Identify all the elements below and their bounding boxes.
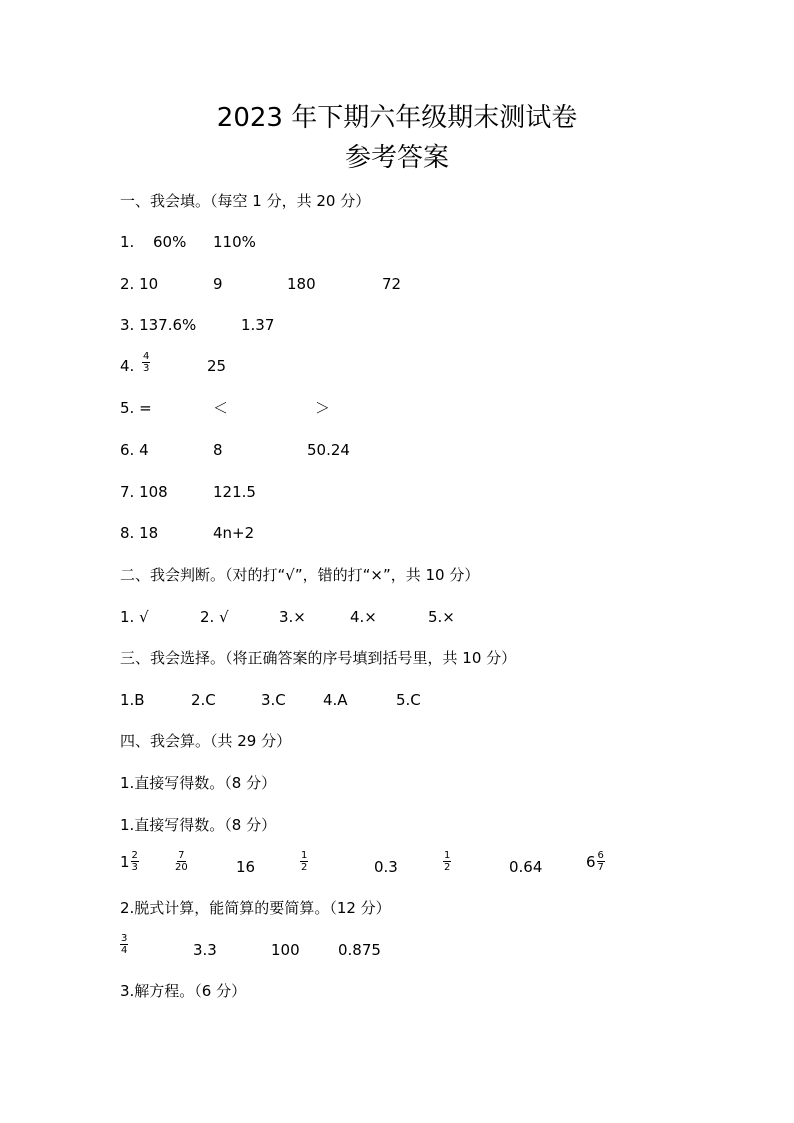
answer: 1.B (120, 691, 145, 709)
mixed-number (120, 850, 139, 873)
denominator: 4 (121, 945, 128, 956)
greater-than-sign: ＞ (315, 399, 331, 417)
fraction (300, 850, 308, 873)
numerator: 3 (121, 933, 128, 944)
q-number: 1. (120, 233, 135, 251)
answer: 3.C (261, 691, 286, 709)
denominator: 3 (131, 862, 138, 873)
answer: 5.× (428, 608, 455, 626)
q-number: 2. 10 (120, 275, 159, 293)
q-number: 8. 18 (120, 524, 159, 542)
section-1-heading: 一、我会填。（每空 1 分，共 20 分） (120, 192, 371, 210)
answer: 0.64 (509, 858, 543, 876)
answer: 3.× (279, 608, 306, 626)
part-3-heading: 3.解方程。（6 分） (120, 982, 247, 1000)
answer: 2. √ (200, 608, 229, 626)
answer: 0.875 (338, 941, 381, 959)
answer: 5.C (396, 691, 421, 709)
whole-part: 1 (120, 852, 130, 871)
denominator: 20 (175, 862, 188, 873)
page-subtitle: 参考答案 (344, 143, 449, 173)
answer: 8 (213, 441, 223, 459)
answer: 16 (236, 858, 256, 876)
q-number: 3. 137.6% (120, 316, 197, 334)
answer: 0.3 (374, 858, 398, 876)
section-4-heading: 四、我会算。（共 29 分） (120, 732, 292, 750)
denominator: 2 (301, 862, 308, 873)
section-2-heading: 二、我会判断。（对的打“√”，错的打“×”，共 10 分） (120, 566, 480, 584)
less-than-sign: ＜ (213, 399, 229, 417)
denominator: 2 (444, 862, 451, 873)
section-3-heading: 三、我会选择。（将正确答案的序号填到括号里，共 10 分） (120, 649, 517, 667)
denominator: 3 (143, 363, 150, 374)
numerator: 2 (131, 850, 138, 861)
q-number: 6. 4 (120, 441, 149, 459)
answer: 60% (153, 233, 187, 251)
numerator: 6 (597, 850, 604, 861)
q-number: 4. (120, 357, 135, 375)
q-number: 5. = (120, 399, 152, 417)
answer: 72 (382, 275, 402, 293)
fraction (120, 933, 128, 956)
fraction (443, 850, 451, 873)
answer: 4.× (350, 608, 377, 626)
answer: 9 (213, 275, 223, 293)
answer: 1.37 (241, 316, 275, 334)
answer: 4n+2 (213, 524, 255, 542)
answer: 2.C (191, 691, 216, 709)
q-number: 7. 108 (120, 483, 168, 501)
numerator: 4 (143, 351, 150, 362)
fraction (174, 850, 189, 873)
answer: 1. √ (120, 608, 149, 626)
answer: 180 (287, 275, 316, 293)
mixed-number (586, 850, 605, 873)
fraction (142, 351, 150, 374)
numerator: 1 (444, 850, 451, 861)
answer: 50.24 (307, 441, 350, 459)
answer: 110% (213, 233, 256, 251)
numerator: 1 (301, 850, 308, 861)
numerator: 7 (178, 850, 185, 861)
answer: 121.5 (213, 483, 256, 501)
whole-part: 6 (586, 852, 596, 871)
part-1-heading-repeat: 1.直接写得数。（8 分） (120, 816, 277, 834)
answer: 100 (271, 941, 300, 959)
answer: 4.A (323, 691, 348, 709)
denominator: 7 (597, 862, 604, 873)
page-title: 2023 年下期六年级期末测试卷 (216, 103, 578, 133)
answer: 25 (207, 357, 227, 375)
answer: 3.3 (193, 941, 217, 959)
part-2-heading: 2.脱式计算，能简算的要简算。（12 分） (120, 899, 391, 917)
part-1-heading: 1.直接写得数。（8 分） (120, 774, 277, 792)
